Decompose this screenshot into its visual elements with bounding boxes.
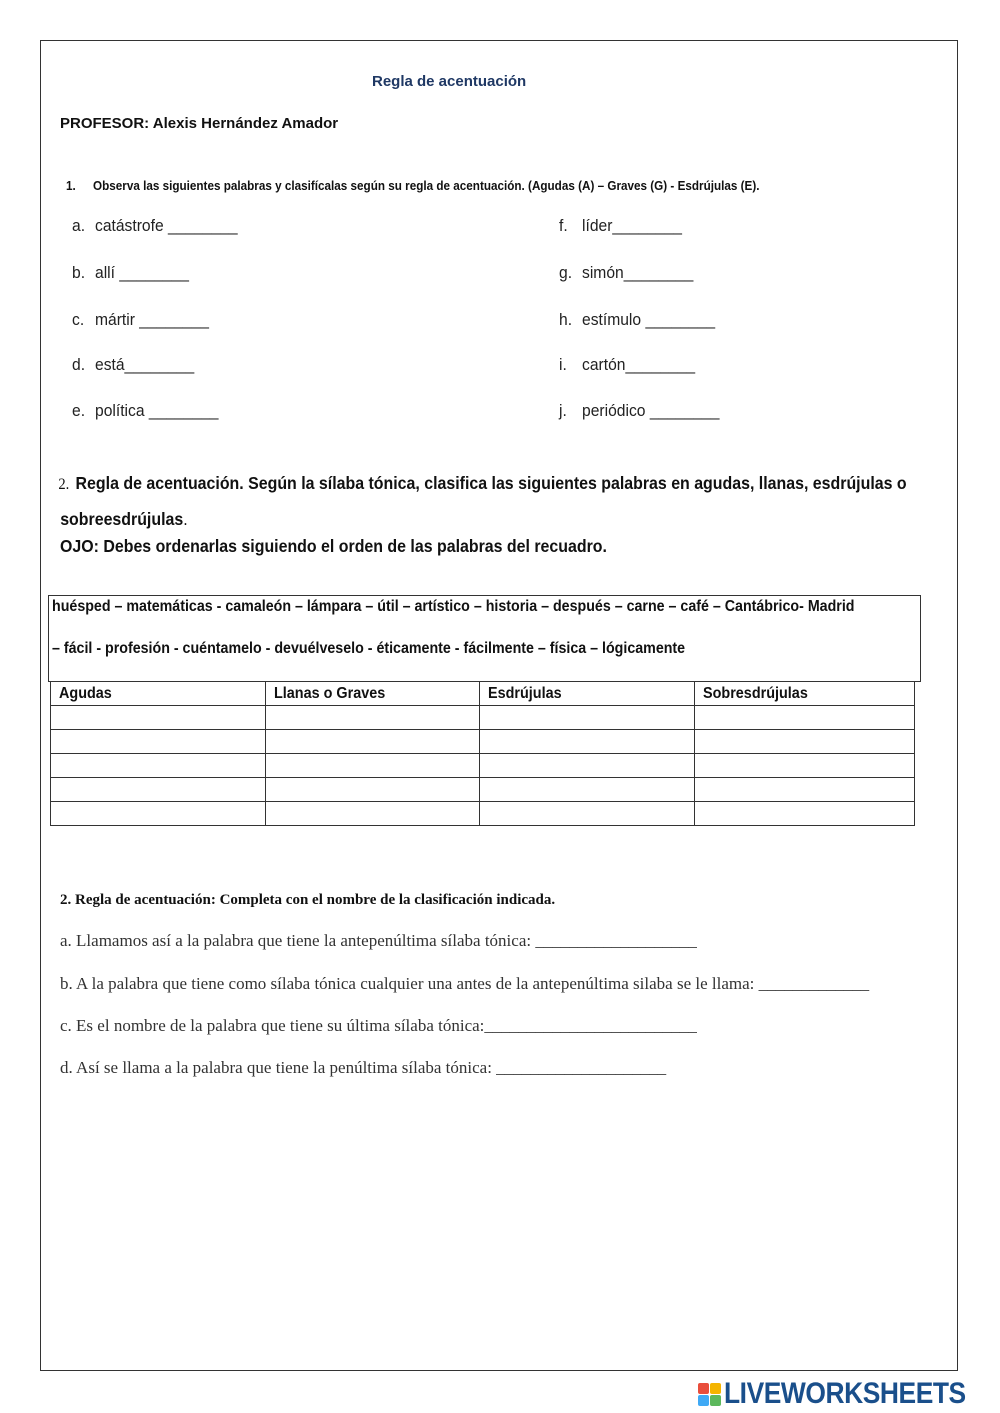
table-cell[interactable] (480, 778, 695, 802)
item-word: estímulo ________ (582, 310, 716, 329)
table-cell[interactable] (480, 802, 695, 826)
word-item-g[interactable] (559, 263, 693, 283)
table-cell[interactable] (266, 730, 480, 754)
liveworksheets-logo-icon (698, 1383, 721, 1406)
item-letter: d. (72, 355, 86, 374)
table-cell[interactable] (480, 706, 695, 730)
table-cell[interactable] (266, 778, 480, 802)
table-cell[interactable] (51, 802, 266, 826)
classification-table (50, 681, 915, 826)
question-1-number: 1. (66, 178, 76, 193)
item-word: cartón________ (582, 355, 696, 374)
table-cell[interactable] (480, 730, 695, 754)
item-word: está________ (95, 355, 195, 374)
table-cell[interactable] (695, 706, 915, 730)
item-word: simón________ (582, 263, 694, 282)
liveworksheets-logo (698, 1377, 999, 1411)
item-word: política ________ (95, 401, 219, 420)
question-2-instruction (42, 466, 934, 536)
item-letter: a. (72, 216, 86, 235)
teacher-name: PROFESOR: Alexis Hernández Amador (60, 115, 339, 132)
question-1-instruction (66, 178, 759, 193)
table-cell[interactable] (480, 754, 695, 778)
word-item-j[interactable] (559, 401, 719, 421)
question-2-period: . (183, 509, 188, 529)
item-word: catástrofe ________ (95, 216, 238, 235)
item-letter: b. (72, 263, 86, 282)
word-box-line-2: – fácil - profesión - cuéntamelo - devuélveselo - éticamente - fácilmente – física – lógicamente (52, 640, 686, 657)
word-item-c[interactable] (72, 310, 209, 330)
page-title: Regla de acentuación (372, 73, 527, 90)
question-2-line2: sobreesdrújulas (60, 509, 184, 529)
word-item-a[interactable] (72, 216, 238, 236)
question-3-heading: 2. Regla de acentuación: Completa con el nombre de la clasificación indicada. (60, 892, 556, 908)
logo-square (698, 1395, 709, 1406)
liveworksheets-logo-text: LIVEWORKSHEETS (724, 1377, 966, 1410)
column-header-llanas: Llanas o Graves (266, 682, 480, 706)
table-cell[interactable] (51, 778, 266, 802)
table-cell[interactable] (51, 730, 266, 754)
item-letter: c. (72, 310, 85, 329)
table-cell[interactable] (695, 754, 915, 778)
word-item-d[interactable] (72, 355, 194, 375)
item-letter: f. (559, 216, 568, 235)
item-word: allí ________ (95, 263, 189, 282)
fill-in-item-a[interactable]: a. Llamamos así a la palabra que tiene la antepenúltima sílaba tónica: ___________________ (60, 931, 697, 950)
column-header-sobresdrujulas: Sobresdrújulas (695, 682, 915, 706)
word-item-f[interactable] (559, 216, 682, 236)
table-cell[interactable] (266, 706, 480, 730)
item-letter: h. (559, 310, 573, 329)
question-2-number: 2. (58, 476, 70, 493)
table-cell[interactable] (695, 778, 915, 802)
item-letter: e. (72, 401, 86, 420)
word-item-b[interactable] (72, 263, 189, 283)
fill-in-item-d[interactable]: d. Así se llama a la palabra que tiene la penúltima sílaba tónica: ____________________ (60, 1058, 667, 1077)
word-item-e[interactable] (72, 401, 218, 421)
word-item-h[interactable] (559, 310, 715, 330)
table-row (51, 730, 915, 754)
word-box-line-1: huésped – matemáticas - camaleón – lámpara – útil – artístico – historia – después – carne – café – Cantábrico- Madrid (52, 598, 855, 615)
item-word: líder________ (582, 216, 683, 235)
table-header-row (51, 682, 915, 706)
table-row (51, 778, 915, 802)
table-cell[interactable] (695, 802, 915, 826)
word-item-i[interactable] (559, 355, 695, 375)
item-word: mártir ________ (95, 310, 209, 329)
logo-square (698, 1383, 709, 1394)
logo-square (710, 1383, 721, 1394)
column-header-esdrujulas: Esdrújulas (480, 682, 695, 706)
table-cell[interactable] (695, 730, 915, 754)
question-1-text: Observa las siguientes palabras y clasifícalas según su regla de acentuación. (Agudas (A) – Graves (G) - Esdrújulas (E). (93, 178, 760, 193)
logo-square (710, 1395, 721, 1406)
table-cell[interactable] (51, 754, 266, 778)
word-box (48, 595, 921, 682)
table-cell[interactable] (266, 802, 480, 826)
question-2-line1: Regla de acentuación. Según la sílaba tónica, clasifica las siguientes palabras en agudas, llanas, esdrújulas o (75, 473, 907, 493)
table-cell[interactable] (266, 754, 480, 778)
item-word: periódico ________ (582, 401, 720, 420)
item-letter: i. (559, 355, 567, 374)
table-cell[interactable] (51, 706, 266, 730)
item-letter: g. (559, 263, 573, 282)
fill-in-item-c[interactable]: c. Es el nombre de la palabra que tiene su última sílaba tónica:_________________________ (60, 1016, 697, 1035)
fill-in-item-b[interactable]: b. A la palabra que tiene como sílaba tónica cualquier una antes de la antepenúltima silaba se le llama: _____________ (60, 974, 870, 993)
question-2-note: OJO: Debes ordenarlas siguiendo el orden de las palabras del recuadro. (60, 536, 607, 556)
table-row (51, 754, 915, 778)
table-row (51, 802, 915, 826)
item-letter: j. (559, 401, 567, 420)
table-row (51, 706, 915, 730)
column-header-agudas: Agudas (51, 682, 266, 706)
